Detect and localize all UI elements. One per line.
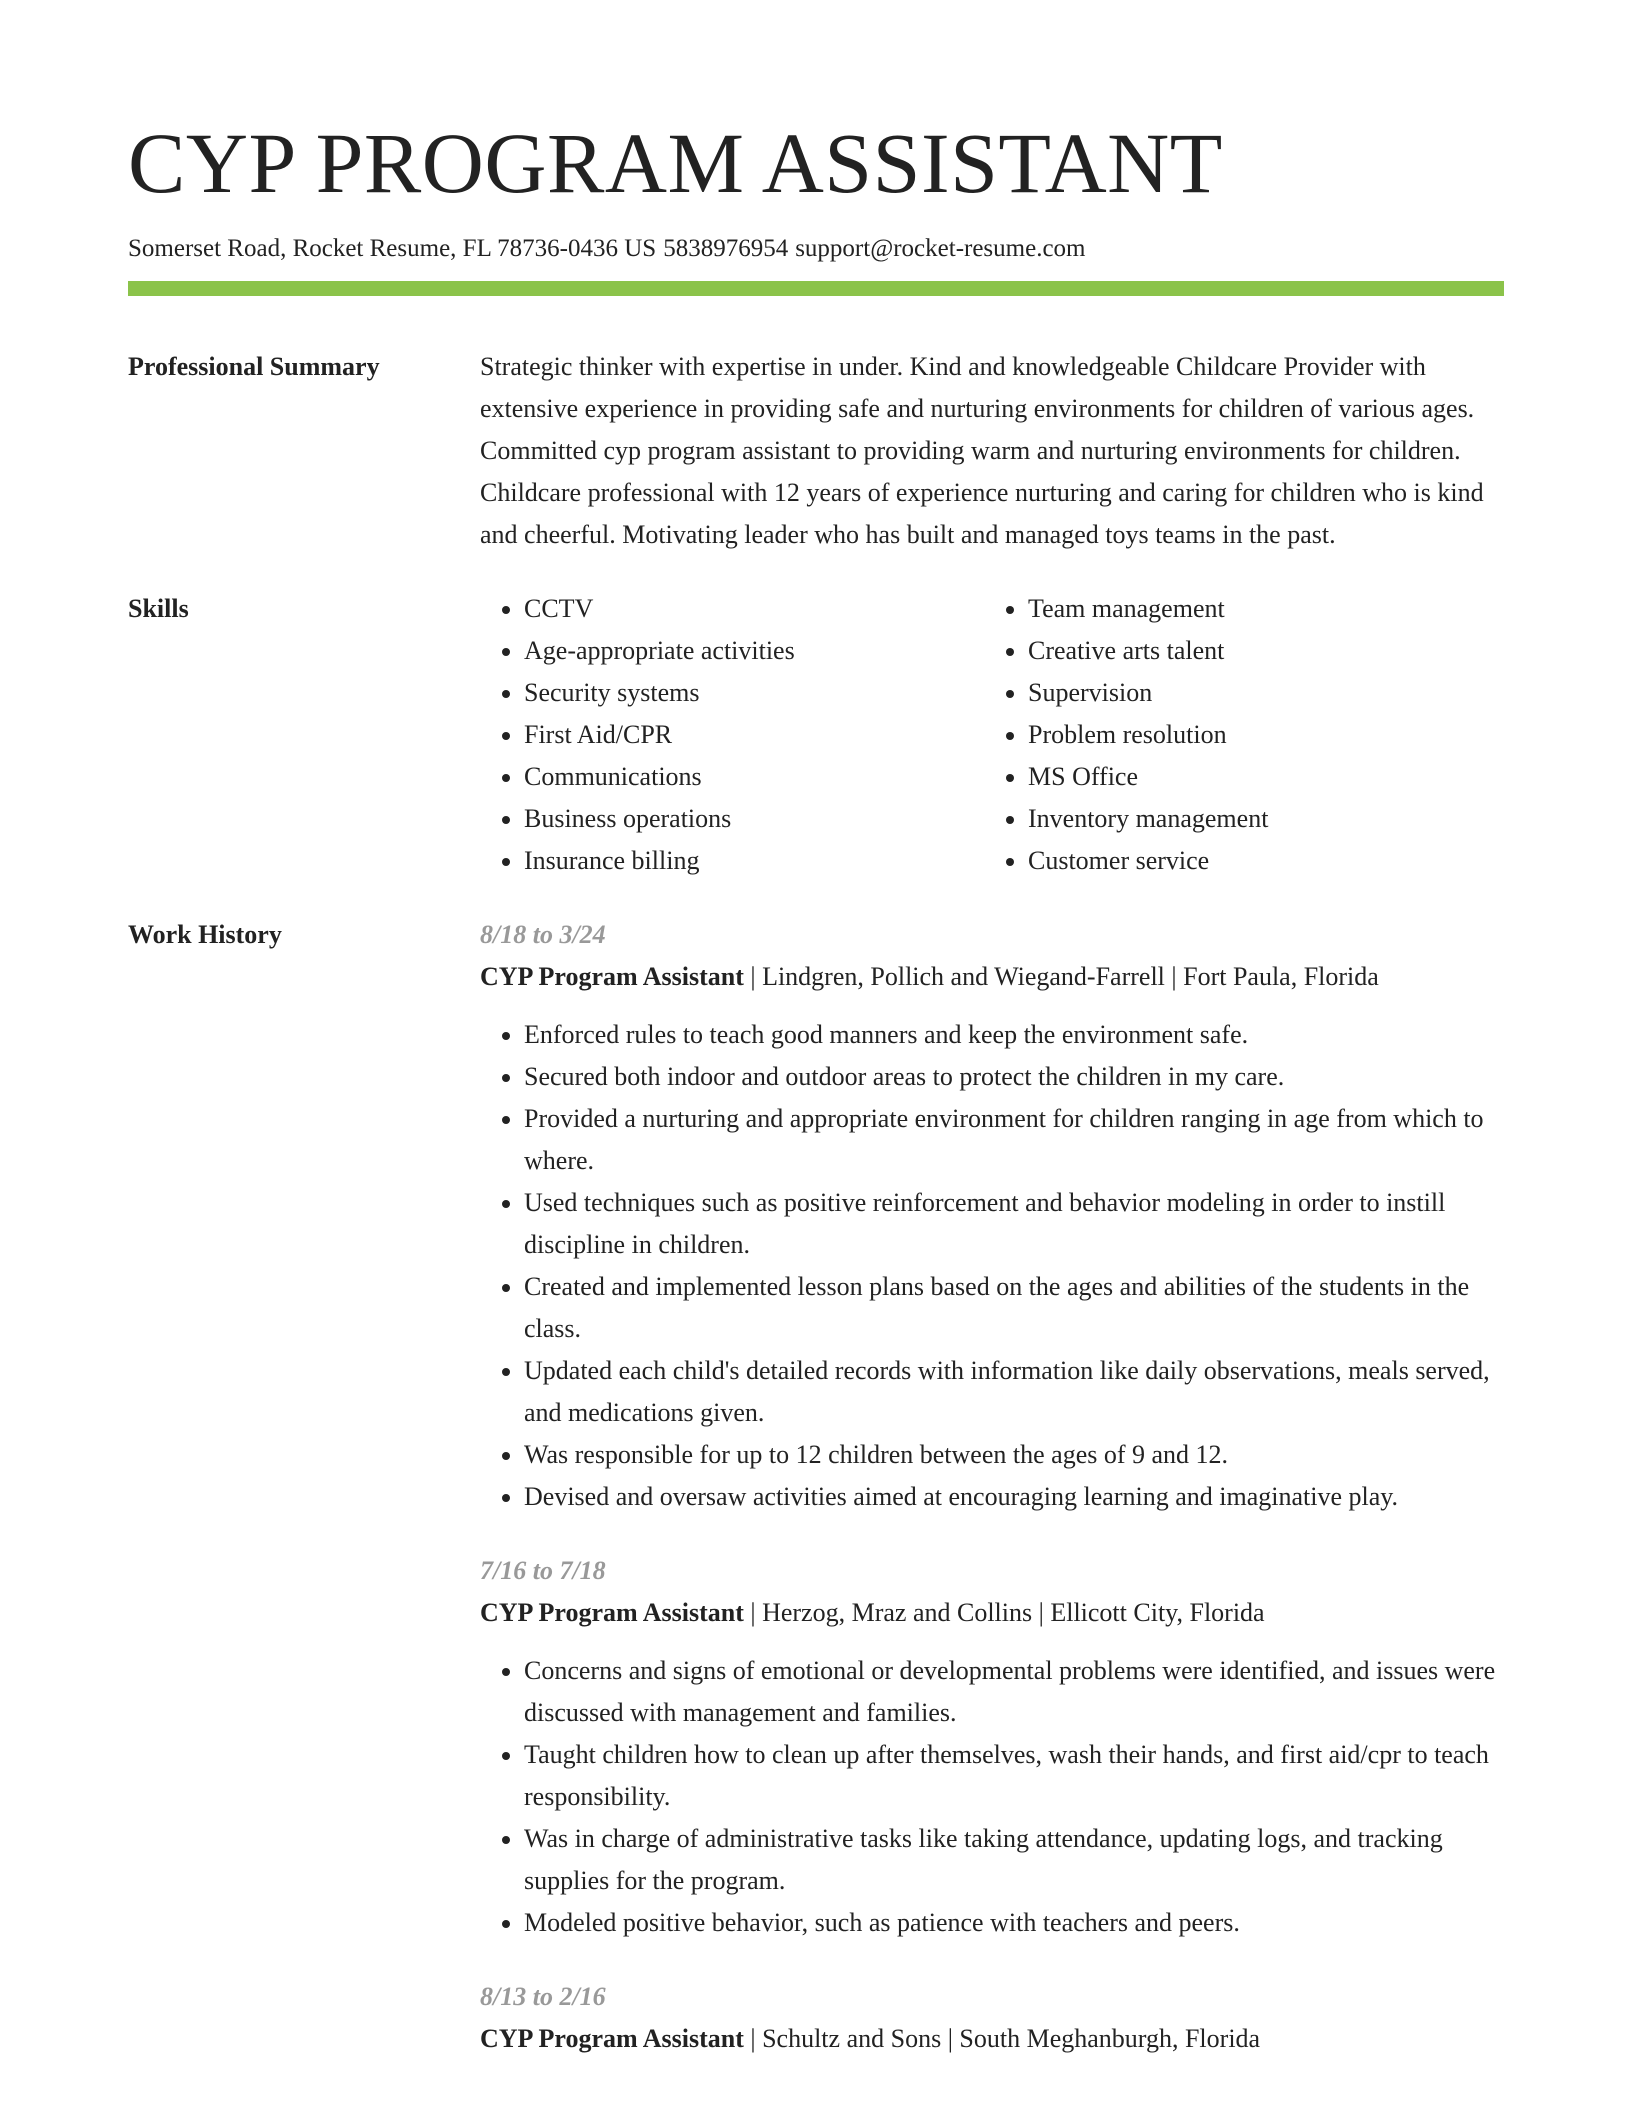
job-bullet: • Used techniques such as positive reinforcement and behavior modeling in order to instill discipline in children.	[524, 1182, 1504, 1266]
skills-section	[128, 588, 1504, 882]
job-bullet: • Devised and oversaw activities aimed at encouraging learning and imaginative play.	[524, 1476, 1504, 1518]
accent-divider	[128, 281, 1504, 296]
job-dates: 8/13 to 2/16	[480, 1982, 606, 2011]
job-bullet: • Was responsible for up to 12 children between the ages of 9 and 12.	[524, 1434, 1504, 1476]
contact-email: support@rocket-resume.com	[795, 235, 1086, 262]
job-bullet: • Created and implemented lesson plans based on the ages and abilities of the students in the class.	[524, 1266, 1504, 1350]
skill-item: • Creative arts talent	[1028, 630, 1488, 672]
skill-item: • Business operations	[524, 798, 984, 840]
job-bullet: • Was in charge of administrative tasks like taking attendance, updating logs, and tracking supplies for the program.	[524, 1818, 1504, 1902]
job-bullet: • Enforced rules to teach good manners and keep the environment safe.	[524, 1014, 1504, 1056]
summary-heading: Professional Summary	[128, 352, 380, 381]
contact-phone: 5838976954	[663, 235, 789, 262]
job-bullet: • Concerns and signs of emotional or developmental problems were identified, and issues were discussed with management and families.	[524, 1650, 1504, 1734]
job-bullet: • Modeled positive behavior, such as patience with teachers and peers.	[524, 1902, 1504, 1944]
skill-item: • Problem resolution	[1028, 714, 1488, 756]
job-dates: 7/16 to 7/18	[480, 1556, 606, 1585]
job-location: South Meghanburgh, Florida	[959, 2024, 1261, 2053]
skill-item: • Supervision	[1028, 672, 1488, 714]
skill-item: • Team management	[1028, 588, 1488, 630]
skills-heading: Skills	[128, 594, 189, 623]
job-title-line	[480, 1592, 1504, 1634]
job-bullet: • Updated each child's detailed records with information like daily observations, meals served, and medications given.	[524, 1350, 1504, 1434]
skill-item: • Security systems	[524, 672, 984, 714]
job-separator: |	[1171, 962, 1177, 991]
job-company: Schultz and Sons	[762, 2024, 942, 2053]
job-list	[480, 914, 1504, 2092]
contact-address: Somerset Road, Rocket Resume, FL 78736-0436 US	[128, 235, 657, 262]
summary-section	[128, 346, 1504, 556]
job-company: Herzog, Mraz and Collins	[762, 1598, 1033, 1627]
resume-page	[128, 115, 1504, 2092]
job-title-line	[480, 956, 1504, 998]
job-dates: 8/18 to 3/24	[480, 920, 606, 949]
work-history-section	[128, 914, 1504, 2092]
job-separator: |	[1038, 1598, 1044, 1627]
skill-item: • Customer service	[1028, 840, 1488, 882]
job-entry	[480, 1550, 1504, 1944]
job-separator: |	[750, 2024, 756, 2053]
job-bullets	[480, 1650, 1504, 1944]
job-location: Fort Paula, Florida	[1183, 962, 1379, 991]
job-location: Ellicott City, Florida	[1050, 1598, 1265, 1627]
job-separator: |	[750, 1598, 756, 1627]
job-separator: |	[947, 2024, 953, 2053]
skill-item: • Inventory management	[1028, 798, 1488, 840]
job-bullet: • Secured both indoor and outdoor areas to protect the children in my care.	[524, 1056, 1504, 1098]
job-separator: |	[750, 962, 756, 991]
job-bullets	[480, 1014, 1504, 1518]
job-bullet: • Taught children how to clean up after themselves, wash their hands, and first aid/cpr to teach responsibility.	[524, 1734, 1504, 1818]
contact-line	[128, 234, 1504, 264]
skill-item: • Communications	[524, 756, 984, 798]
job-bullet: • Provided a nurturing and appropriate environment for children ranging in age from which to where.	[524, 1098, 1504, 1182]
job-entry	[480, 914, 1504, 1518]
job-company: Lindgren, Pollich and Wiegand-Farrell	[762, 962, 1165, 991]
job-title-line	[480, 2018, 1504, 2060]
job-role: CYP Program Assistant	[480, 2024, 744, 2053]
job-role: CYP Program Assistant	[480, 962, 744, 991]
skill-item: • MS Office	[1028, 756, 1488, 798]
skill-item: • Age-appropriate activities	[524, 630, 984, 672]
skill-item: • First Aid/CPR	[524, 714, 984, 756]
job-role: CYP Program Assistant	[480, 1598, 744, 1627]
skills-list-right	[984, 588, 1488, 882]
skill-item: • Insurance billing	[524, 840, 984, 882]
page-title: CYP PROGRAM ASSISTANT	[128, 115, 1223, 211]
skill-item: • CCTV	[524, 588, 984, 630]
job-entry	[480, 1976, 1504, 2060]
skills-list-left	[480, 588, 984, 882]
work-history-heading: Work History	[128, 920, 282, 949]
summary-text: Strategic thinker with expertise in under. Kind and knowledgeable Childcare Provider with extensive experience in providing safe and nurturing environments for children of various ages. Committed cyp program assistant to providing warm and nurturing environments for children. Childcare professional with 12 years of experience nurturing and caring for children who is kind and cheerful. Motivating leader who has built and managed toys teams in the past.	[480, 352, 1484, 549]
